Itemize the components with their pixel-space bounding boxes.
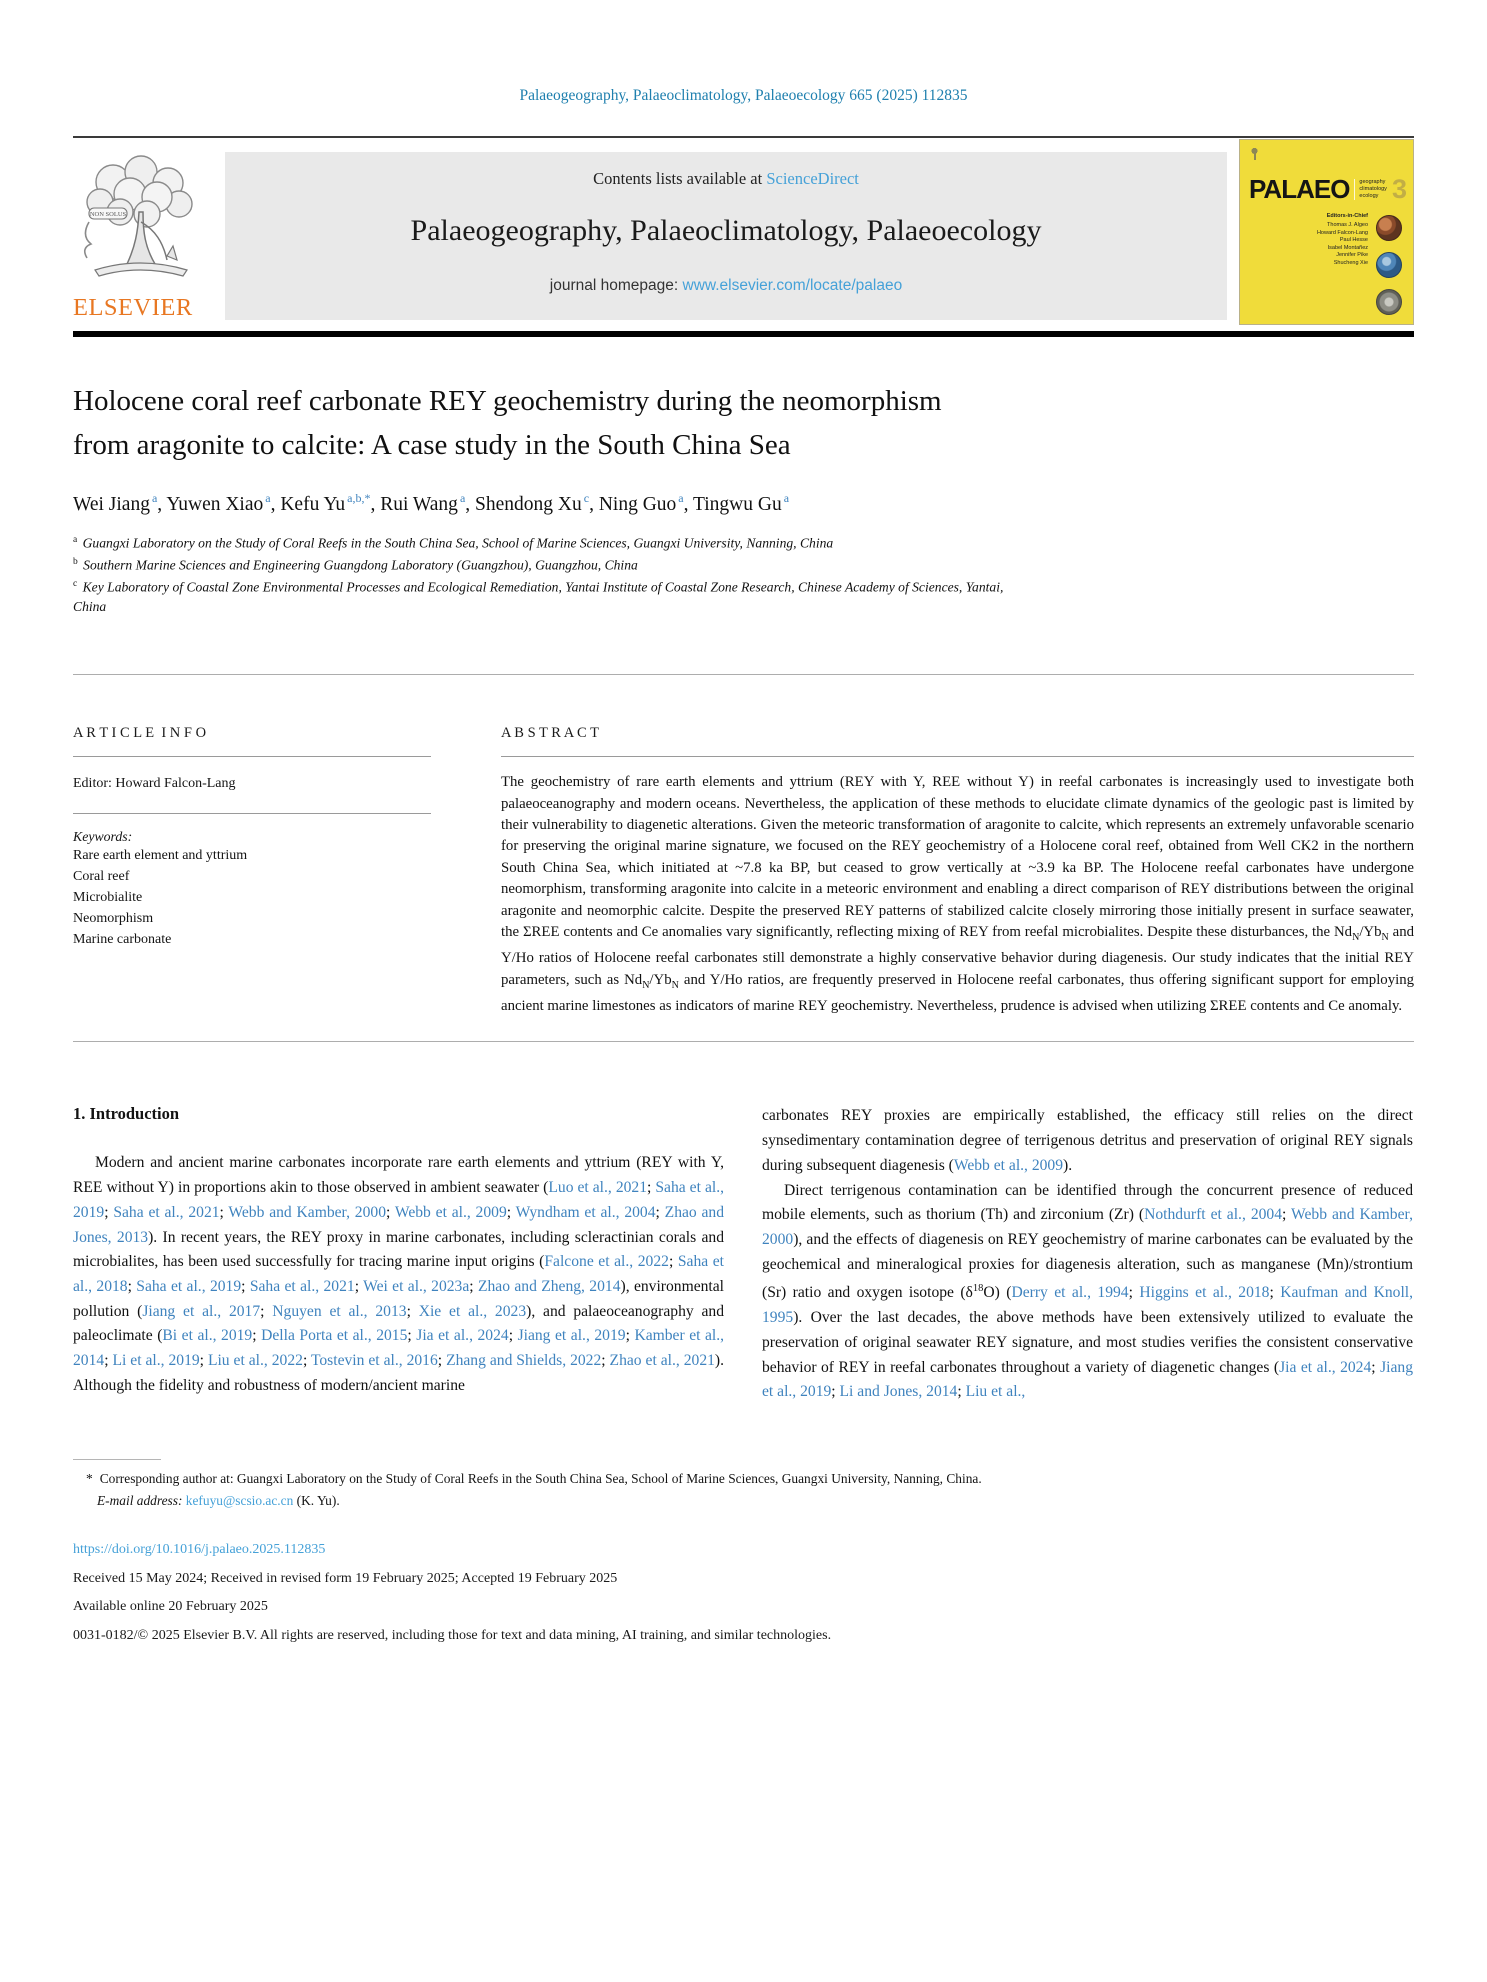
cite-link[interactable]: Liu et al., bbox=[965, 1383, 1026, 1401]
author: Shendong Xu $^c$, bbox=[475, 491, 599, 515]
elsevier-tree-icon bbox=[75, 152, 205, 292]
author-affil-sup: a bbox=[678, 491, 684, 505]
svg-text:NON SOLUS: NON SOLUS bbox=[89, 211, 127, 218]
cite-link[interactable]: Jiang et al., 2019 bbox=[762, 1358, 1413, 1401]
cite-link[interactable]: Bi et al., 2019 bbox=[162, 1327, 253, 1345]
cover-editor: Isabel Montañez bbox=[1327, 244, 1368, 251]
keyword: Rare earth element and yttrium bbox=[73, 848, 248, 864]
cover-subtitle-line: climatology bbox=[1359, 186, 1387, 192]
cite-link[interactable]: Jia et al., 2024 bbox=[1279, 1358, 1372, 1376]
cite-link[interactable]: Jia et al., 2024 bbox=[416, 1327, 509, 1345]
intro-paragraph: Direct terrigenous contamination can be identified through the concurrent presence of reduced mobile elements, such as thorium (Th) and zirconium (Zr) (Nothdurft et al., 2004; Webb and Kamber, 2000), and the effects of diagenesis on REY geochemistry of marine carbonates can be evaluated by the geochemical and mineralogical proxies for diagenesis alteration, such as manganese (Mn)/strontium (Sr) ratio and oxygen isotope $(\delta^{18}O)$ (Derry et al., 1994; Higgins et al., 2018; Kaufman and Knoll, 1995). Over the last decades, the above methods have been extensively utilized to evaluate the preservation of original seawater REY signature, and most studies verifies the consistent conservative behavior of REY in reefal carbonates throughout a variety of diagenetic changes (Jia et al., 2024; Jiang et al., 2019; Li and Jones, 2014; Liu et al., bbox=[762, 1181, 1414, 1401]
cite-link[interactable]: Jiang et al., 2017 bbox=[142, 1302, 261, 1320]
affiliation: $^a$ Guangxi Laboratory on the Study of Coral Reefs in the South China Sea, School of Marine Sciences, Guangxi University, Nanning, China bbox=[73, 534, 834, 551]
elsevier-wordmark: ELSEVIER bbox=[73, 294, 193, 321]
article-title bbox=[73, 379, 1414, 467]
cite-link[interactable]: Zhao and Zheng, 2014 bbox=[477, 1277, 621, 1295]
cite-link[interactable]: Zhao and Jones, 2013 bbox=[73, 1203, 725, 1246]
cite-link[interactable]: Kaufman and Knoll, 1995 bbox=[762, 1284, 1414, 1327]
cover-editor: Paul Hesse bbox=[1339, 237, 1368, 243]
cite-link[interactable]: Wyndham et al., 2004 bbox=[515, 1203, 656, 1221]
section-heading-introduction: 1. Introduction bbox=[73, 1104, 180, 1124]
section-rule bbox=[73, 1041, 1414, 1042]
contents-line bbox=[225, 169, 1227, 189]
cover-title: PALAEO bbox=[1249, 174, 1350, 204]
email-line bbox=[73, 1490, 1414, 1512]
author-affil-sup: a bbox=[265, 491, 271, 505]
info-abstract-block bbox=[73, 675, 1414, 1041]
journal-title: Palaeogeography, Palaeoclimatology, Palaeoecology bbox=[410, 214, 1042, 247]
body-column-right bbox=[762, 1104, 1413, 1405]
article-info-rule bbox=[73, 813, 431, 814]
body-columns bbox=[73, 1104, 1414, 1405]
cover-mini-tree-icon bbox=[1249, 147, 1260, 160]
abstract-rule bbox=[501, 756, 1414, 757]
article-info-heading: A R T I C L E I N F O bbox=[73, 725, 207, 742]
cite-link[interactable]: Luo et al., 2021 bbox=[548, 1179, 648, 1197]
cover-topline bbox=[1249, 147, 1404, 161]
editor-line: Editor: Howard Falcon-Lang bbox=[73, 776, 236, 792]
cite-link[interactable]: Webb and Kamber, 2000 bbox=[228, 1203, 386, 1221]
cover-body bbox=[1249, 213, 1404, 315]
email-suffix: (K. Yu). bbox=[293, 1493, 340, 1509]
journal-homepage-link[interactable]: www.elsevier.com/locate/palaeo bbox=[682, 277, 903, 294]
doi-link[interactable]: https://doi.org/10.1016/j.palaeo.2025.112835 bbox=[73, 1542, 326, 1558]
cover-title-row bbox=[1249, 174, 1407, 204]
cover-subtitle-line: ecology bbox=[1359, 193, 1379, 199]
cover-images bbox=[1374, 213, 1404, 315]
cite-link[interactable]: Saha et al., 2019 bbox=[136, 1277, 242, 1295]
abstract-text: The geochemistry of rare earth elements and yttrium (REY with Y, REE without Y) in reefal carbonates is increasingly used to investigate both palaeoceanography and modern oceans. Nevertheless, the application of these methods to elucidate climate dynamics of the geologic past is limited by their vulnerability to diagenetic alterations. Given the meteoric transformation of aragonite to calcite, which represents an extremely unfavorable scenario for preserving the original marine signature, we focused on the REY geochemistry of a Holocene coral reef, obtained from Well CK2 in the northern South China Sea, which initiated at ~7.8 ka BP, but ceased to grow vertically at ~3.9 ka BP. The Holocene reefal carbonates have undergone neomorphism, transforming aragonite into calcite in a meteoric environment and enabling a direct comparison of REY distributions between the original aragonite and neomorphic calcite. Despite the preserved REY patterns of stabilized calcite closely mirroring those initially present in surface seawater, the ΣREE contents and Ce anomalies vary significantly, reflecting mixing of REY from reefal microbialites. Despite these disturbances, the $Nd_N/Yb_N$ and Y/Ho ratios of Holocene reefal carbonates still demonstrate a highly conservative behavior during diagenesis. Our study indicates that the initial REY parameters, such as $Nd_N/Yb_N$ and Y/Ho ratios, are frequently preserved in Holocene reefal carbonates, thus offering significant support for employing ancient marine limestones as indicators of marine REY geochemistry. Nevertheless, prudence is advised when utilizing ΣREE contents and Ce anomaly. bbox=[501, 774, 1415, 1015]
cite-link[interactable]: Webb et al., 2009 bbox=[953, 1156, 1064, 1174]
elsevier-logo bbox=[73, 152, 225, 320]
affiliation: $^b$ Southern Marine Sciences and Engineering Guangdong Laboratory (Guangzhou), Guangzhou, China bbox=[73, 556, 638, 573]
article-title-line1: Holocene coral reef carbonate REY geochemistry during the neomorphism bbox=[73, 385, 942, 417]
abstract-heading: A B S T R A C T bbox=[501, 725, 599, 742]
author: Ning Guo $^a$, bbox=[598, 491, 694, 515]
intro-paragraph: Modern and ancient marine carbonates incorporate rare earth elements and yttrium (REY with Y, REE without Y) in proportions akin to those observed in ambient seawater (Luo et al., 2021; Saha et al., 2019; Saha et al., 2021; Webb and Kamber, 2000; Webb et al., 2009; Wyndham et al., 2004; Zhao and Jones, 2013). In recent years, the REY proxy in marine carbonates, including scleractinian corals and microbialites, has been used successfully for tracing marine input origins (Falcone et al., 2022; Saha et al., 2018; Saha et al., 2019; Saha et al., 2021; Wei et al., 2023a; Zhao and Zheng, 2014), environmental pollution (Jiang et al., 2017; Nguyen et al., 2013; Xie et al., 2023), and palaeoceanography and paleoclimate (Bi et al., 2019; Della Porta et al., 2015; Jia et al., 2024; Jiang et al., 2019; Kamber et al., 2014; Li et al., 2019; Liu et al., 2022; Tostevin et al., 2016; Zhang and Shields, 2022; Zhao et al., 2021). Although the fidelity and robustness of modern/ancient marine bbox=[73, 1154, 725, 1394]
author-list bbox=[73, 491, 1414, 516]
keyword: Microbialite bbox=[73, 890, 143, 906]
cover-editor: Shucheng Xie bbox=[1333, 259, 1368, 266]
cover-subtitle-line: geography bbox=[1359, 179, 1386, 185]
keyword: Neomorphism bbox=[73, 911, 154, 927]
cite-link[interactable]: Tostevin et al., 2016 bbox=[310, 1352, 438, 1370]
cover-globe-image bbox=[1376, 215, 1402, 241]
cite-link[interactable]: Della Porta et al., 2015 bbox=[261, 1327, 408, 1345]
author-affil-sup: c bbox=[583, 491, 590, 505]
available-online-line: Available online 20 February 2025 bbox=[73, 1599, 268, 1615]
masthead bbox=[73, 152, 1414, 320]
author-affil-sup: a bbox=[459, 491, 466, 505]
copyright-line: 0031-0182/© 2025 Elsevier B.V. All rights are reserved, including those for text and data mining, AI training, and similar technologies. bbox=[73, 1627, 832, 1643]
journal-citation-line: Palaeogeography, Palaeoclimatology, Palaeoecology 665 (2025) 112835 bbox=[519, 87, 968, 104]
cite-link[interactable]: Nothdurft et al., 2004 bbox=[1144, 1206, 1283, 1224]
cite-link[interactable]: Zhang and Shields, 2022 bbox=[446, 1352, 602, 1370]
cover-editors bbox=[1249, 213, 1374, 315]
author-affil-sup: a,b,* bbox=[347, 491, 371, 505]
article-info-column bbox=[73, 725, 431, 1017]
cite-link[interactable]: Zhao et al., 2021 bbox=[609, 1352, 715, 1370]
keyword: Marine carbonate bbox=[73, 932, 172, 948]
cite-link[interactable]: Falcone et al., 2022 bbox=[544, 1253, 669, 1271]
cite-link[interactable]: Xie et al., 2023 bbox=[418, 1302, 527, 1320]
cover-subtitle bbox=[1354, 179, 1387, 200]
cite-link[interactable]: Jiang et al., 2019 bbox=[517, 1327, 626, 1345]
cite-link[interactable]: Li and Jones, 2014 bbox=[839, 1383, 958, 1401]
author: Wei Jiang $^a$, bbox=[73, 491, 167, 515]
cite-link[interactable]: Nguyen et al., 2013 bbox=[272, 1302, 407, 1320]
contents-prefix: Contents lists available at bbox=[593, 169, 767, 188]
received-line: Received 15 May 2024; Received in revised form 19 February 2025; Accepted 19 February 2025 bbox=[73, 1570, 618, 1586]
journal-cover-column bbox=[1239, 152, 1414, 320]
body-column-left bbox=[73, 1104, 724, 1405]
article-info-rule bbox=[73, 756, 431, 757]
cite-link[interactable]: Saha et al., 2019 bbox=[73, 1179, 724, 1221]
footnote-block bbox=[73, 1459, 1414, 1512]
cite-link[interactable]: Higgins et al., 2018 bbox=[1139, 1284, 1270, 1302]
sciencedirect-link[interactable]: ScienceDirect bbox=[766, 169, 859, 188]
keyword: Coral reef bbox=[73, 869, 130, 885]
author-affil-sup: a bbox=[783, 491, 790, 505]
footnote-marker: * bbox=[86, 1471, 93, 1487]
email-label: E-mail address: bbox=[97, 1493, 183, 1509]
masthead-journal-box bbox=[225, 152, 1227, 320]
cite-link[interactable]: Webb et al., 2009 bbox=[394, 1203, 507, 1221]
cite-link[interactable]: Saha et al., 2021 bbox=[113, 1203, 220, 1221]
header-divider-bar bbox=[73, 331, 1414, 337]
footer-block bbox=[73, 1536, 1414, 1650]
cite-link[interactable]: Wei et al., 2023a bbox=[363, 1277, 470, 1295]
affiliation: $^c$ Key Laboratory of Coastal Zone Environmental Processes and Ecological Remediation, Yantai Institute of Coastal Zone Research, Chinese Academy of Sciences, Yantai, China bbox=[73, 578, 1004, 614]
abstract-column bbox=[501, 725, 1414, 1017]
affiliation-list bbox=[73, 531, 1414, 617]
cover-fossil-image bbox=[1376, 289, 1402, 315]
cite-link[interactable]: Li et al., 2019 bbox=[112, 1352, 200, 1370]
author: Kefu Yu $^{a,b,*}$, bbox=[280, 491, 381, 515]
cover-editor: Howard Falcon-Lang bbox=[1316, 229, 1368, 236]
intro-paragraph: carbonates REY proxies are empirically established, the efficacy still relies on the direct synsedimentary contamination degree of terrigenous detritus and preservation of original REY signals during subsequent diagenesis (Webb et al., 2009). bbox=[762, 1107, 1413, 1174]
journal-cover-thumbnail[interactable] bbox=[1239, 139, 1414, 325]
corresponding-author-note bbox=[73, 1468, 1414, 1490]
cite-link[interactable]: Webb and Kamber, 2000 bbox=[762, 1206, 1413, 1248]
author: Tingwu Gu $^a$ bbox=[693, 491, 790, 515]
footnote-text: Corresponding author at: Guangxi Laboratory on the Study of Coral Reefs in the South China Sea, School of Marine Sciences, Guangxi University, Nanning, China. bbox=[99, 1471, 982, 1487]
homepage-line bbox=[225, 277, 1227, 295]
cover-globe-image bbox=[1376, 252, 1402, 278]
author-affil-sup: a bbox=[151, 491, 158, 505]
homepage-prefix: journal homepage: bbox=[549, 277, 683, 294]
cite-link[interactable]: Liu et al., 2022 bbox=[207, 1352, 303, 1370]
cite-link[interactable]: Kamber et al., 2014 bbox=[73, 1327, 725, 1370]
footnote-rule bbox=[73, 1459, 161, 1460]
cover-issue-number: 3 bbox=[1391, 174, 1407, 204]
cite-link[interactable]: Derry et al., 1994 bbox=[1011, 1284, 1129, 1302]
cite-link[interactable]: Saha et al., 2018 bbox=[73, 1253, 724, 1295]
author: Rui Wang $^a$, bbox=[380, 491, 476, 515]
cover-editor: Thomas J. Algeo bbox=[1327, 222, 1368, 228]
keywords-label: Keywords: bbox=[73, 829, 133, 845]
cover-editor: Jennifer Pike bbox=[1336, 252, 1368, 258]
cite-link[interactable]: Saha et al., 2021 bbox=[249, 1277, 355, 1295]
author: Yuwen Xiao $^a$, bbox=[166, 491, 281, 515]
article-title-line2: from aragonite to calcite: A case study in the South China Sea bbox=[73, 429, 791, 461]
top-rule bbox=[73, 136, 1414, 138]
email-link[interactable]: kefuyu@scsio.ac.cn bbox=[185, 1493, 294, 1509]
cover-editors-label: Editors-in-Chief bbox=[1326, 213, 1368, 219]
